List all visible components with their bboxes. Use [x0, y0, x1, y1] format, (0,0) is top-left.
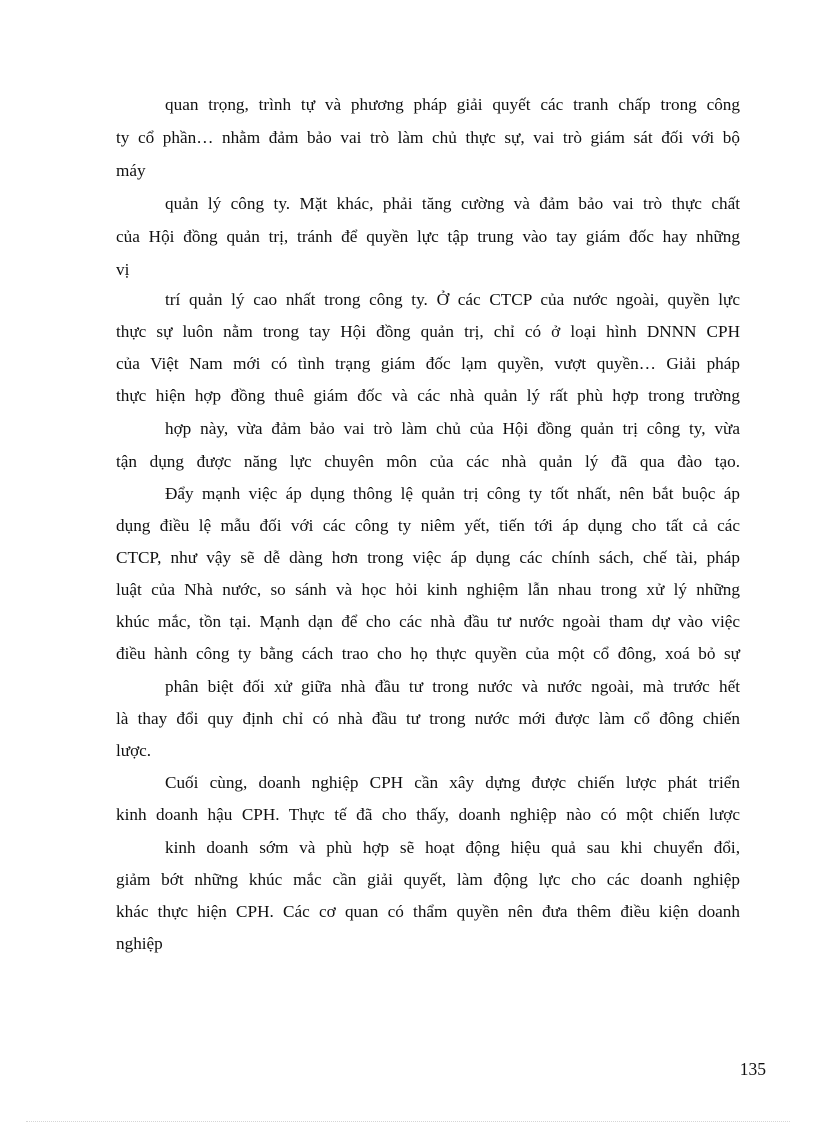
text-line: quản lý công ty. Mặt khác, phải tăng cường và đảm bảo vai trò thực chất	[165, 194, 740, 213]
text-line: tận dụng được năng lực chuyên môn của các nhà quản lý đã qua đào tạo.	[116, 452, 740, 471]
text-line: Cuối cùng, doanh nghiệp CPH cần xây dựng được chiến lược phát triển	[165, 773, 740, 792]
text-line: kinh doanh sớm và phù hợp sẽ hoạt động hiệu quả sau khi chuyển đổi,	[165, 838, 740, 857]
text-line: trí quản lý cao nhất trong công ty. Ở các CTCP của nước ngoài, quyền lực	[165, 290, 740, 309]
text-line: ty cổ phần… nhằm đảm bảo vai trò làm chủ thực sự, vai trò giám sát đối với bộ	[116, 128, 740, 147]
text-line: luật của Nhà nước, so sánh và học hỏi kinh nghiệm lẫn nhau trong xử lý những	[116, 580, 740, 599]
text-line: nghiệp	[116, 934, 163, 953]
page-bottom-divider	[26, 1121, 790, 1122]
text-line: lược.	[116, 741, 152, 760]
text-line: dụng điều lệ mẫu đối với các công ty niêm yết, tiến tới áp dụng cho tất cả các	[116, 516, 740, 535]
text-line: CTCP, như vậy sẽ dễ dàng hơn trong việc áp dụng các chính sách, chế tài, pháp	[116, 548, 740, 567]
text-line: của Hội đồng quản trị, tránh để quyền lực tập trung vào tay giám đốc hay những	[116, 227, 740, 246]
text-line: máy	[116, 161, 146, 180]
text-line: thực sự luôn nằm trong tay Hội đồng quản trị, chỉ có ở loại hình DNNN CPH	[116, 322, 740, 341]
text-line: là thay đổi quy định chỉ có nhà đầu tư trong nước mới được làm cổ đông chiến	[116, 709, 740, 728]
page-number: 135	[739, 1059, 766, 1079]
text-line: khác thực hiện CPH. Các cơ quan có thẩm quyền nên đưa thêm điều kiện doanh	[116, 902, 740, 921]
text-line: quan trọng, trình tự và phương pháp giải quyết các tranh chấp trong công	[165, 95, 740, 114]
text-line: điều hành công ty bằng cách trao cho họ thực quyền của một cổ đông, xoá bỏ sự	[116, 644, 740, 663]
text-line: thực hiện hợp đồng thuê giám đốc và các nhà quản lý rất phù hợp trong trường	[116, 386, 740, 405]
text-line: hợp này, vừa đảm bảo vai trò làm chủ của Hội đồng quản trị công ty, vừa	[165, 419, 740, 438]
text-line: kinh doanh hậu CPH. Thực tế đã cho thấy, doanh nghiệp nào có một chiến lược	[116, 805, 740, 824]
text-line: vị	[116, 260, 130, 279]
text-line: Đẩy mạnh việc áp dụng thông lệ quản trị công ty tốt nhất, nên bắt buộc áp	[165, 484, 740, 503]
text-line: khúc mắc, tồn tại. Mạnh dạn để cho các nhà đầu tư nước ngoài tham dự vào việc	[116, 612, 740, 631]
text-line: của Việt Nam mới có tình trạng giám đốc lạm quyền, vượt quyền… Giải pháp	[116, 354, 740, 373]
text-line: phân biệt đối xử giữa nhà đầu tư trong nước và nước ngoài, mà trước hết	[165, 677, 740, 696]
text-line: giảm bớt những khúc mắc cần giải quyết, làm động lực cho các doanh nghiệp	[116, 870, 740, 889]
